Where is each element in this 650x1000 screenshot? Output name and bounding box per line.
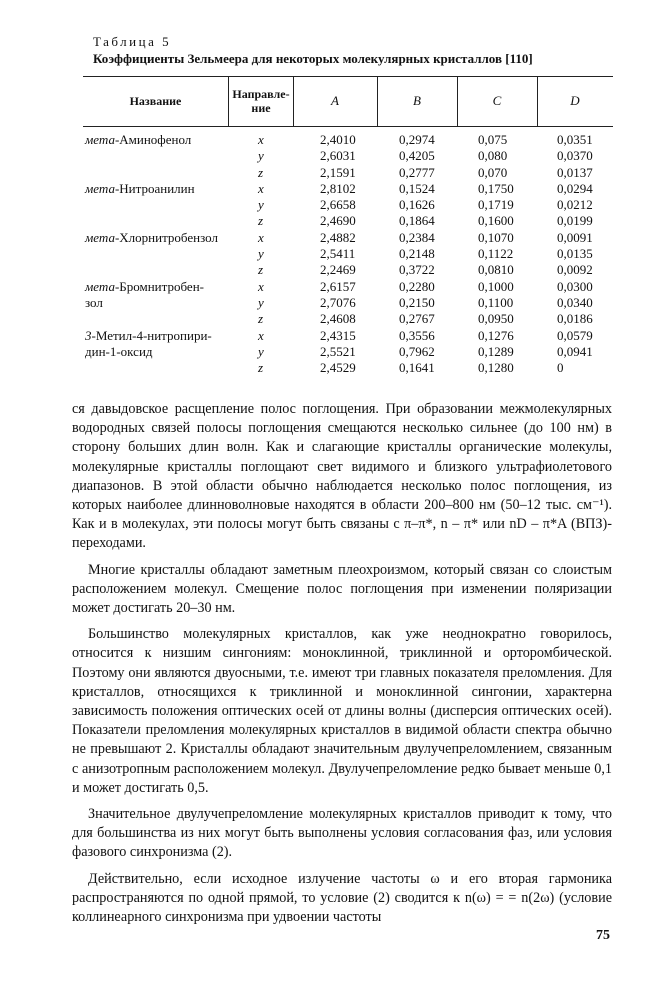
table-row [83,165,613,181]
coef-a: 2,4882 [320,229,356,245]
coef-b: 0,2148 [399,246,435,262]
coef-c: 0,080 [478,148,508,164]
compound-name-prefix: 3 [85,327,92,343]
compound-name [85,328,235,344]
coef-a: 2,4315 [320,327,356,343]
direction-axis: x [258,132,264,147]
direction-axis: z [258,164,264,180]
direction-axis: x [258,229,264,245]
compound-name-rest: -Метил-4-нитропири- [91,327,212,343]
coef-b: 0,3722 [399,262,435,278]
coef-b: 0,2974 [399,132,435,147]
coef-b: 0,2150 [399,294,435,310]
table-row [83,311,613,327]
coef-a: 2,2469 [320,262,356,278]
direction-axis: y [258,148,264,164]
coef-c: 0,0810 [478,262,514,278]
table-header-rule [83,126,613,127]
coef-c: 0,1000 [478,278,514,294]
coef-c: 0,1600 [478,213,514,229]
coef-c: 0,0950 [478,311,514,327]
coef-b: 0,2280 [399,278,435,294]
coef-d: 0,0092 [557,262,593,278]
compound-name-rest: -Хлорнитробензол [114,229,218,245]
coef-a: 2,5411 [320,246,356,262]
direction-axis: z [258,213,264,229]
table-row [83,246,613,262]
coef-d: 0,0186 [557,311,593,327]
table-row [83,132,613,148]
compound-name [85,230,235,246]
header-b: B [413,93,421,108]
table-body [83,132,613,376]
coef-a: 2,6031 [320,148,356,164]
direction-axis: y [258,197,264,213]
coef-d: 0,0340 [557,294,593,310]
table-row [83,148,613,164]
coef-c: 0,070 [478,164,508,180]
direction-axis: x [258,180,264,196]
direction-axis: y [258,246,264,262]
coef-b: 0,7962 [399,343,435,359]
table-row [83,230,613,246]
coef-c: 0,1100 [478,294,514,310]
coef-b: 0,2767 [399,311,435,327]
coef-d: 0,0579 [557,327,593,343]
coef-a: 2,6157 [320,278,356,294]
compound-name-prefix: мета [85,180,115,196]
coef-d: 0,0294 [557,180,593,196]
coef-a: 2,8102 [320,180,356,196]
coef-c: 0,1280 [478,360,514,376]
direction-axis: z [258,311,264,327]
coef-a: 2,5521 [320,343,356,359]
compound-name-prefix: мета [85,278,115,294]
coef-c: 0,1289 [478,343,514,359]
table-column-divider [228,76,229,126]
coef-b: 0,1641 [399,360,435,376]
table-row [83,213,613,229]
compound-name-prefix: мета [85,132,115,147]
coef-d: 0,0135 [557,246,593,262]
paragraph: Большинство молекулярных кристаллов, как уже неоднократно говорилось, относится к низшим сингониям: моноклинной, триклинной и орторомбической. Поэтому они являются двуосными, т.е. имеют три главных показателя преломления. Для кристаллов, относящихся к триклинной и моноклинной сингонии, характерна зависимость положения оптических осей от длины волны (дисперсия оптических осей). Показатели преломления молекулярных кристаллов в видимой области спектра обычно не превышают 2. Кристаллы обладают значительным двулучепреломлением, связанным с анизотропным расположением молекул. Двулучепреломление редко бывает меньше 0,1 и может достигать 0,5. [72,626,612,796]
coef-a: 2,6658 [320,197,356,213]
coef-b: 0,1626 [399,197,435,213]
table-row [83,181,613,197]
coef-d: 0,0199 [557,213,593,229]
paragraph: Многие кристаллы обладают заметным плеохроизмом, который связан со слоистым расположением молекул. Смещение полос поглощения при изменении поляризации может достигать 20–30 нм. [72,561,612,617]
coef-a: 2,4690 [320,213,356,229]
compound-name-rest: -Бромнитробен- [114,278,204,294]
coef-c: 0,075 [478,132,508,147]
header-c: C [492,93,502,108]
table-caption-number: Таблица 5 [93,34,172,49]
table-caption-title: Коэффициенты Зельмеера для некоторых молекулярных кристаллов [110] [93,51,533,66]
table-row [83,344,613,360]
page-number: 75 [596,928,610,943]
coef-d: 0,0300 [557,278,593,294]
compound-name [85,295,235,311]
coef-b: 0,2384 [399,229,435,245]
direction-axis: y [258,294,264,310]
table-row [83,262,613,278]
table-row [83,328,613,344]
compound-name [85,132,235,148]
coef-b: 0,4205 [399,148,435,164]
direction-axis: x [258,278,264,294]
coef-a: 2,4010 [320,132,356,147]
paragraph: ся давыдовское расщепление полос поглощения. При образовании межмолекулярных водородных связей полосы поглощения смещаются несколько сильнее (до 100 нм) в сторону больших длин волн. Как и слагающие кристаллы органические молекулы, молекулярные кристаллы поглощают свет видимого и близкого ультрафиолетового диапазонов. В этой области обычно наблюдается несколько полос поглощения, из которых наиболее длинноволновые находятся в области 200–800 нм (50–12 тыс. см⁻¹). Как и в молекулах, эти полосы могут быть связаны с π–π*, n – π* или nD – π*A (ВПЗ)-переходами. [72,401,612,552]
coef-c: 0,1750 [478,180,514,196]
coef-a: 2,1591 [320,164,356,180]
compound-name [85,181,235,197]
coef-d: 0,0941 [557,343,593,359]
coef-c: 0,1122 [478,246,514,262]
coef-d: 0 [557,360,564,376]
direction-axis: x [258,327,264,343]
compound-name-rest: -Нитроанилин [114,180,195,196]
coef-a: 2,4529 [320,360,356,376]
coef-b: 0,2777 [399,164,435,180]
compound-name-prefix: мета [85,229,115,245]
compound-name-rest: -Аминофенол [114,132,192,147]
compound-name-rest: дин-1-оксид [85,343,153,359]
table-row [83,197,613,213]
compound-name [85,279,235,295]
body-text [72,400,612,927]
coef-b: 0,1524 [399,180,435,196]
coef-d: 0,0370 [557,148,593,164]
coef-b: 0,1864 [399,213,435,229]
compound-name-rest: зол [85,294,103,310]
table-row [83,295,613,311]
table-row [83,279,613,295]
header-direction: Направле-ние [232,87,290,115]
coef-d: 0,0091 [557,229,593,245]
direction-axis: z [258,360,264,376]
coef-d: 0,0351 [557,132,593,147]
direction-axis: z [258,262,264,278]
header-a: A [331,93,339,108]
direction-axis: y [258,343,264,359]
table-row [83,360,613,376]
paragraph: Значительное двулучепреломление молекулярных кристаллов приводит к тому, что для большинства из них могут быть выполнены условия согласования фаз, или условия фазового синхронизма (2). [72,806,612,861]
compound-name [85,344,235,360]
coef-d: 0,0212 [557,197,593,213]
coef-d: 0,0137 [557,164,593,180]
coef-a: 2,7076 [320,294,356,310]
coef-a: 2,4608 [320,311,356,327]
header-d: D [570,93,580,108]
coef-c: 0,1276 [478,327,514,343]
paragraph: Действительно, если исходное излучение частоты ω и его вторая гармоника распространяются по одной прямой, то условие (2) сводится к n(ω) = = n(2ω) (условие коллинеарного синхронизма при удвоении частоты [72,870,612,926]
header-name: Название [129,94,182,108]
coef-b: 0,3556 [399,327,435,343]
coef-c: 0,1070 [478,229,514,245]
coef-c: 0,1719 [478,197,514,213]
